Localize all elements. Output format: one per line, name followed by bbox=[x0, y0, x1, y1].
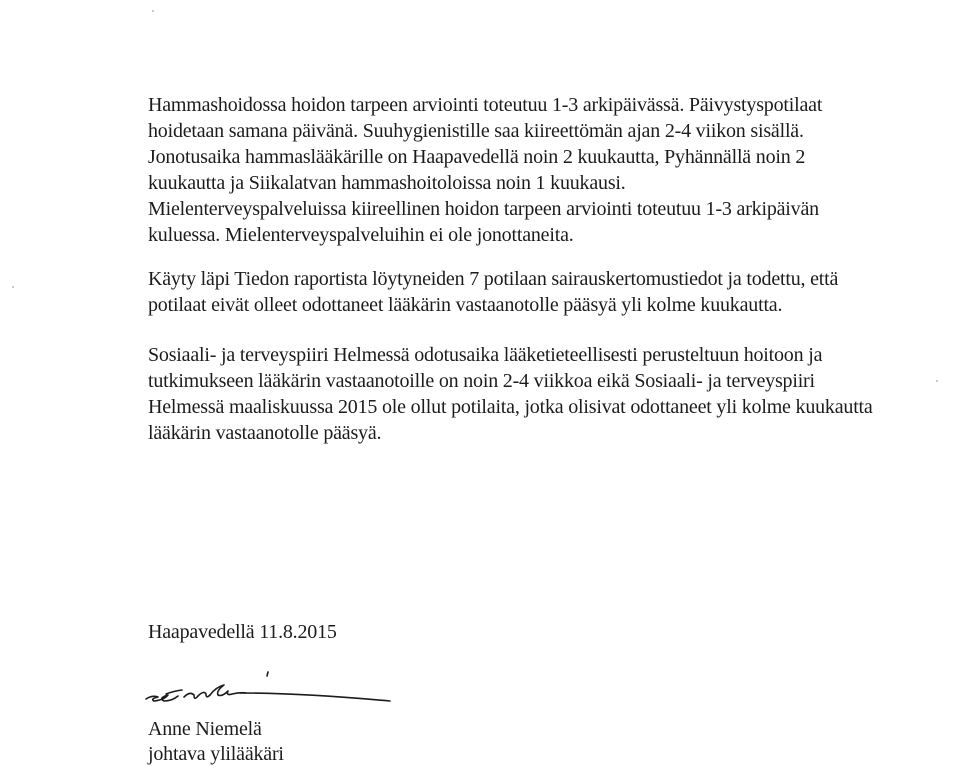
handwritten-signature bbox=[142, 664, 402, 714]
text-line: lääkärin vastaanotolle pääsyä. bbox=[148, 422, 382, 444]
text-line: Helmessä maaliskuussa 2015 ole ollut potilaita, jotka olisivat odottaneet yli kolme kuukautta bbox=[148, 396, 873, 418]
text-line: Käyty läpi Tiedon raportista löytyneiden 7 potilaan sairauskertomustiedot ja todettu, että bbox=[148, 268, 839, 290]
signer-name: Anne Niemelä bbox=[148, 718, 262, 740]
paragraph-dental-care bbox=[148, 92, 822, 248]
date-line: Haapavedellä 11.8.2015 bbox=[148, 621, 337, 643]
text-line: tutkimukseen lääkärin vastaanotoille on noin 2-4 viikkoa eikä Sosiaali- ja terveyspiiri bbox=[148, 370, 815, 392]
text-line: hoidetaan samana päivänä. Suuhygienistille saa kiireettömän ajan 2-4 viikon sisällä. bbox=[148, 120, 804, 142]
text-line: Jonotusaika hammaslääkärille on Haapavedellä noin 2 kuukautta, Pyhännällä noin 2 bbox=[148, 146, 806, 168]
scan-speck bbox=[936, 380, 938, 382]
text-line: Mielenterveyspalveluissa kiireellinen hoidon tarpeen arviointi toteutuu 1-3 arkipäivän bbox=[148, 198, 819, 220]
signer-block bbox=[148, 717, 284, 767]
paragraph-tieto-report bbox=[148, 266, 838, 318]
scan-speck bbox=[152, 10, 154, 12]
paragraph-helmi-district bbox=[148, 342, 873, 446]
text-line: potilaat eivät olleet odottaneet lääkärin vastaanotolle pääsyä yli kolme kuukautta. bbox=[148, 294, 783, 316]
text-line: Sosiaali- ja terveyspiiri Helmessä odotusaika lääketieteellisesti perusteltuun hoitoon ja bbox=[148, 344, 823, 366]
signer-title: johtava ylilääkäri bbox=[148, 743, 284, 765]
text-line: kuluessa. Mielenterveyspalveluihin ei ole jonottaneita. bbox=[148, 224, 574, 246]
text-line: Hammashoidossa hoidon tarpeen arviointi toteutuu 1-3 arkipäivässä. Päivystyspotilaat bbox=[148, 94, 823, 116]
text-line: kuukautta ja Siikalatvan hammashoitoloissa noin 1 kuukausi. bbox=[148, 172, 626, 194]
scan-speck bbox=[12, 286, 14, 288]
